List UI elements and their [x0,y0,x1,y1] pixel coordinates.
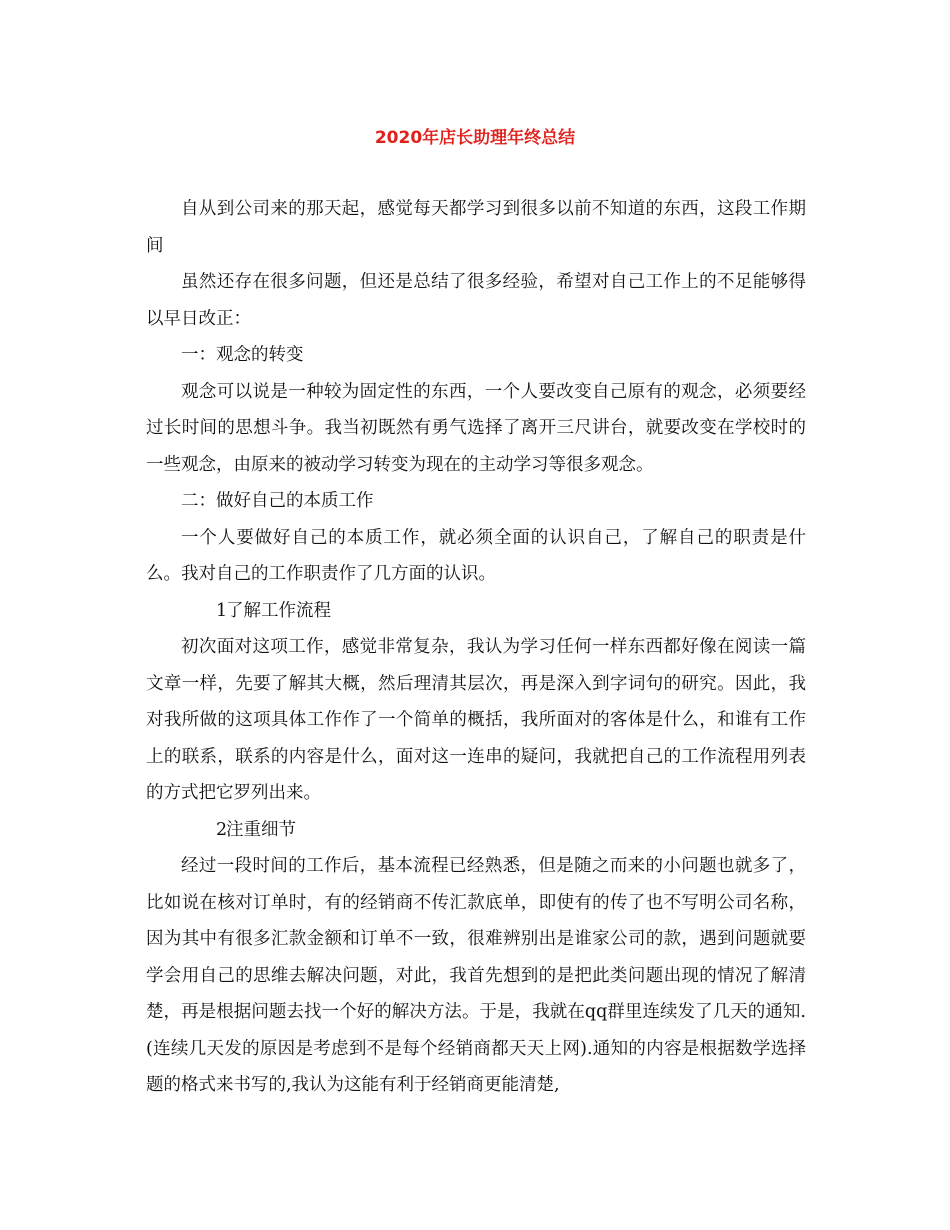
subsection-label-2: 注重细节 [226,819,296,840]
subsection-heading-2 [146,812,806,849]
paragraph-duties: 一个人要做好自己的本质工作，就必须全面的认识自己，了解自己的职责是什么。我对自己的工作职责作了几方面的认识。 [146,527,806,584]
subsection-number-2: 2 [216,819,228,840]
paragraph-details: 经过一段时间的工作后，基本流程已经熟悉，但是随之而来的小问题也就多了，比如说在核对订单时，有的经销商不传汇款底单，即使有的传了也不写明公司名称，因为其中有很多汇款金额和订单不一致，很难辨别出是谁家公司的款，遇到问题就要学会用自己的思维去解决问题，对此，我首先想到的是把此类问题出现的情况了解清楚，再是根据问题去找一个好的解决方法。于是，我就在qq群里连续发了几天的通知.(连续几天发的原因是考虑到不是每个经销商都天天上网).通知的内容是根据数学选择题的格式来书写的,我认为这能有利于经销商更能清楚, [146,856,806,1095]
section-heading-2: 二：做好自己的本质工作 [181,491,374,511]
paragraph-workflow: 初次面对这项工作，感觉非常复杂，我认为学习任何一样东西都好像在阅读一篇文章一样，先要了解其大概，然后理清其层次，再是深入到字词句的研究。因此，我对我所做的这项具体工作作了一个简单的概括，我所面对的客体是什么，和谁有工作上的联系，联系的内容是什么，面对这一连串的疑问，我就把自己的工作流程用列表的方式把它罗列出来。 [146,637,806,803]
document-body [146,191,806,1104]
subsection-label-1: 了解工作流程 [226,600,331,621]
document-title: 2020年店长助理年终总结 [374,128,576,148]
subsection-number-1: 1 [216,600,228,621]
paragraph-intro-2: 虽然还存在很多问题，但还是总结了很多经验，希望对自己工作上的不足能够得以早日改正： [146,272,806,329]
section-heading-1: 一：观念的转变 [181,345,304,365]
paragraph-mindset: 观念可以说是一种较为固定性的东西，一个人要改变自己原有的观念，必须要经过长时间的思想斗争。我当初既然有勇气选择了离开三尺讲台，就要改变在学校时的一些观念，由原来的被动学习转变为现在的主动学习等很多观念。 [146,381,806,475]
paragraph-intro: 自从到公司来的那天起，感觉每天都学习到很多以前不知道的东西，这段工作期间 [146,199,806,256]
subsection-heading-1 [146,593,806,630]
